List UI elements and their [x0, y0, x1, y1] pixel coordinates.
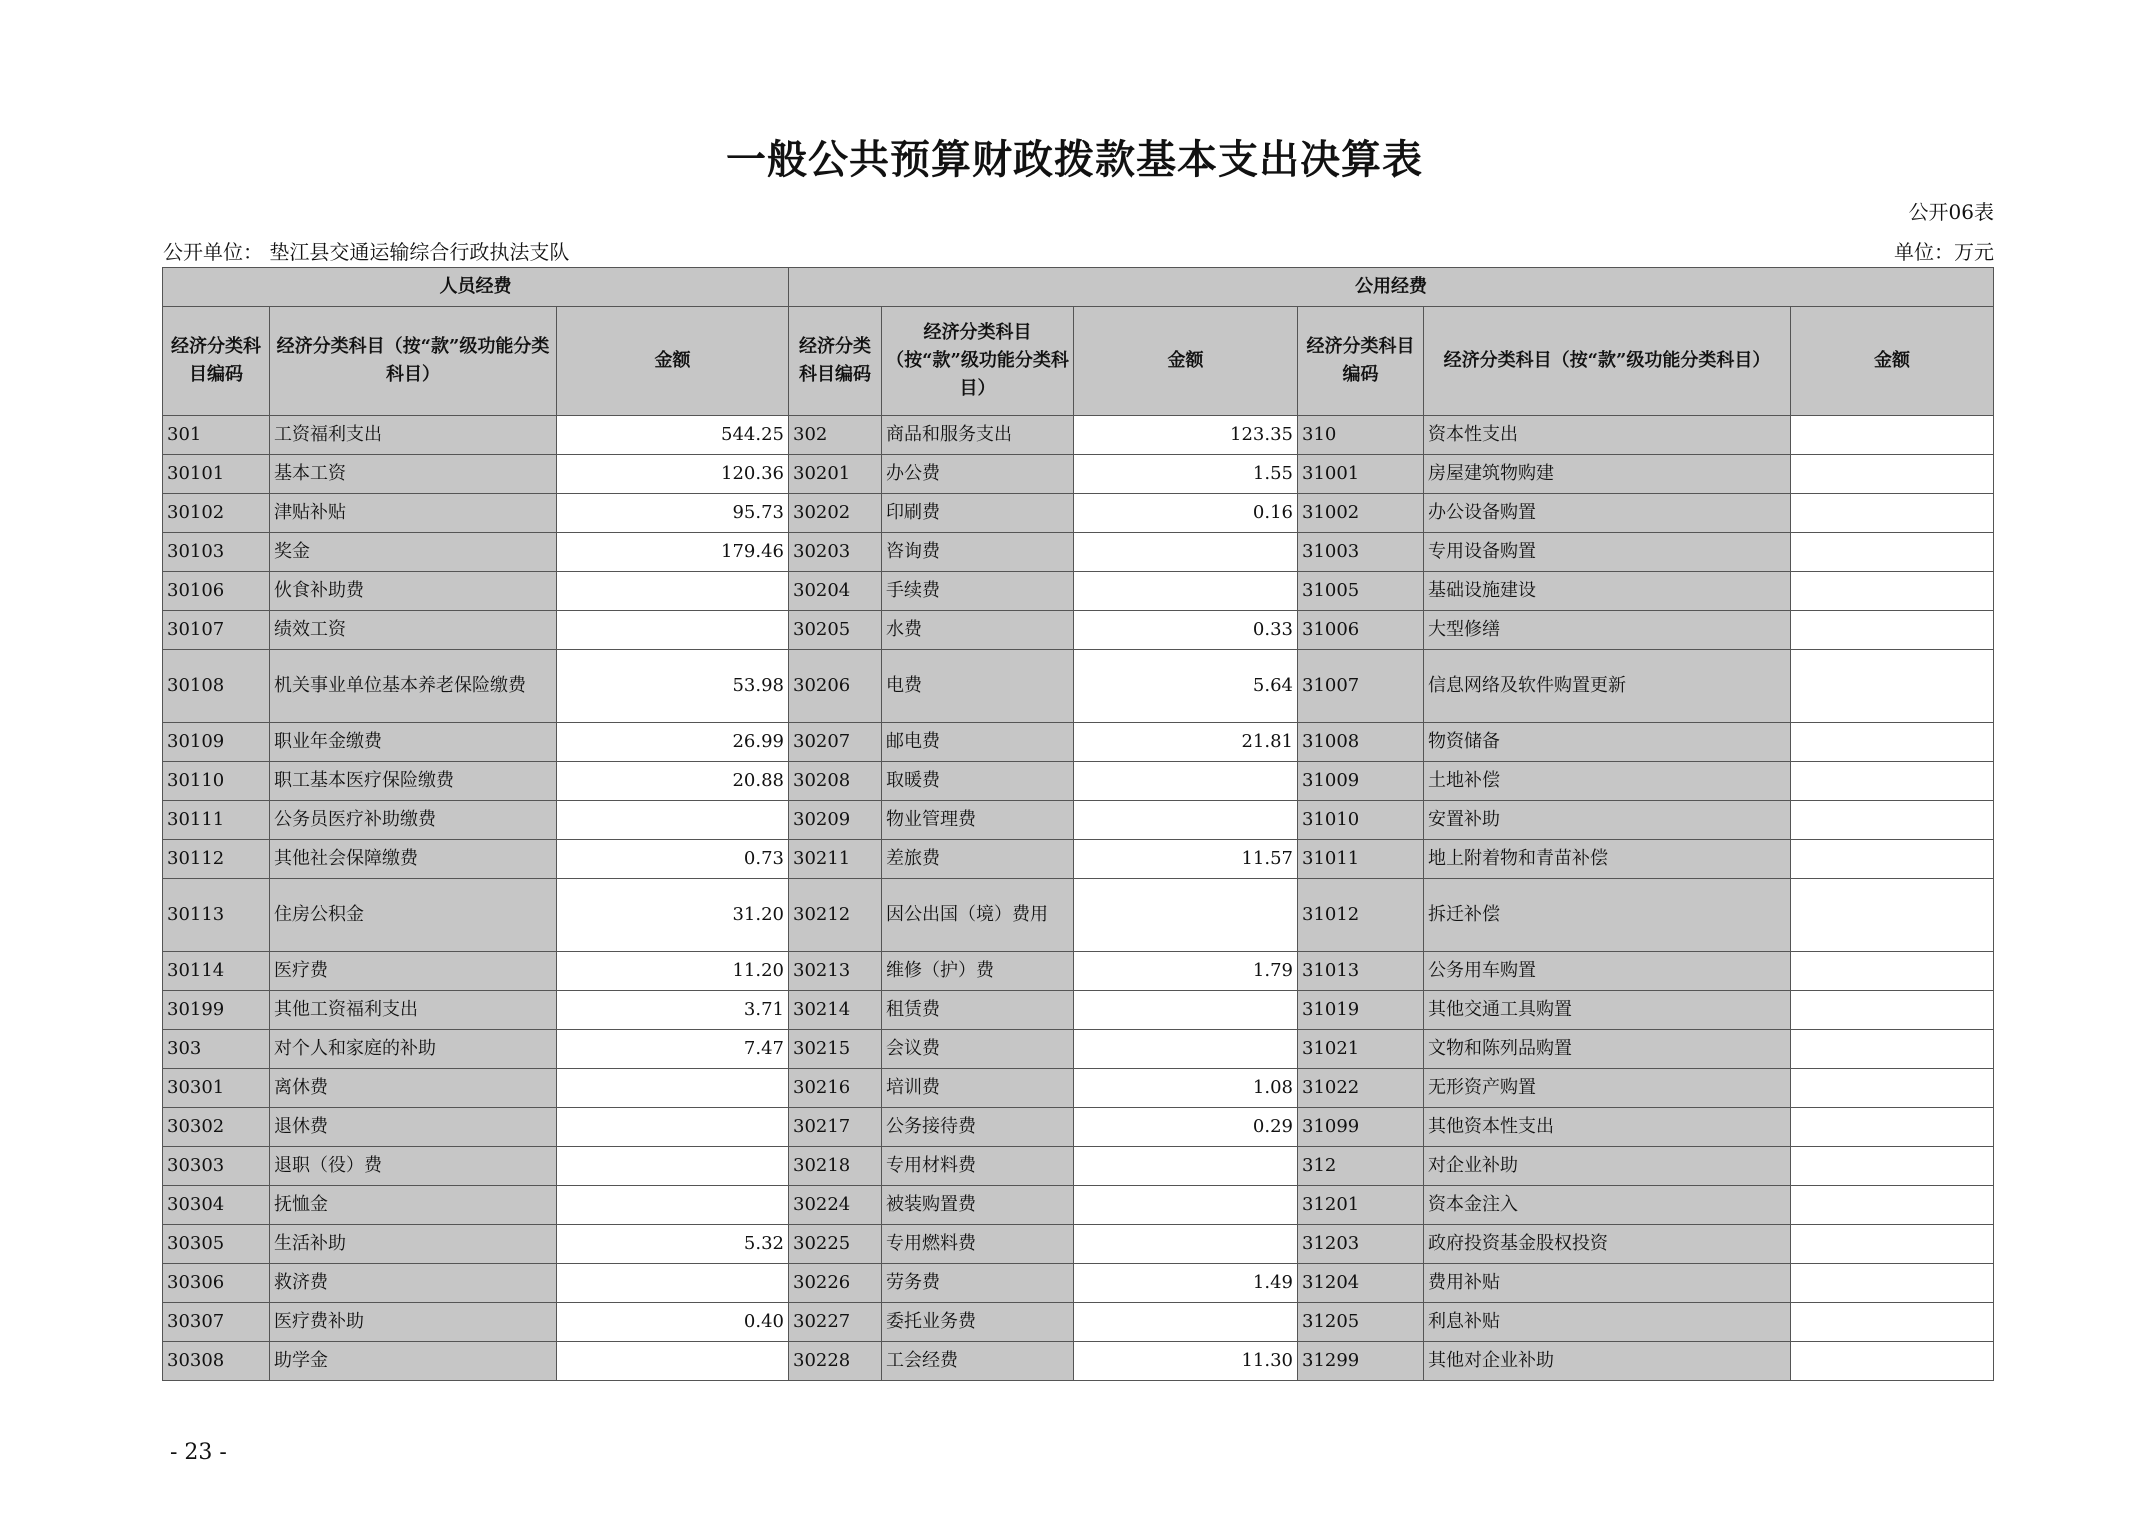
code-cell: 31013: [1298, 952, 1424, 991]
table-row: [163, 723, 1994, 762]
name-cell: 奖金: [270, 533, 557, 572]
name-cell: 基本工资: [270, 455, 557, 494]
page-number: - 23 -: [170, 1440, 227, 1465]
table-row: [163, 494, 1994, 533]
name-cell: 基础设施建设: [1424, 572, 1791, 611]
name-cell: 公务用车购置: [1424, 952, 1791, 991]
name-cell: 其他社会保障缴费: [270, 840, 557, 879]
code-cell: 30201: [789, 455, 882, 494]
code-cell: 30307: [163, 1303, 270, 1342]
code-cell: 30215: [789, 1030, 882, 1069]
name-cell: 安置补助: [1424, 801, 1791, 840]
amount-cell: [557, 1069, 789, 1108]
name-cell: 培训费: [882, 1069, 1074, 1108]
amount-cell: [1791, 611, 1994, 650]
amount-cell: [1791, 416, 1994, 455]
name-cell: 政府投资基金股权投资: [1424, 1225, 1791, 1264]
name-cell: 专用燃料费: [882, 1225, 1074, 1264]
col-code-header: 经济分类科目编码: [1298, 307, 1424, 416]
name-cell: 地上附着物和青苗补偿: [1424, 840, 1791, 879]
amount-cell: [1074, 1030, 1298, 1069]
table-row: [163, 801, 1994, 840]
code-cell: 31009: [1298, 762, 1424, 801]
amount-cell: 0.33: [1074, 611, 1298, 650]
code-cell: 30212: [789, 879, 882, 952]
table-row: [163, 1030, 1994, 1069]
code-cell: 30301: [163, 1069, 270, 1108]
name-cell: 咨询费: [882, 533, 1074, 572]
amount-cell: 179.46: [557, 533, 789, 572]
name-cell: 商品和服务支出: [882, 416, 1074, 455]
code-cell: 31003: [1298, 533, 1424, 572]
name-cell: 退休费: [270, 1108, 557, 1147]
code-cell: 30214: [789, 991, 882, 1030]
name-cell: 对企业补助: [1424, 1147, 1791, 1186]
name-cell: 电费: [882, 650, 1074, 723]
amount-cell: [1791, 1264, 1994, 1303]
table-row: [163, 1069, 1994, 1108]
table-row: [163, 840, 1994, 879]
name-cell: 公务接待费: [882, 1108, 1074, 1147]
code-cell: 30209: [789, 801, 882, 840]
name-cell: 其他资本性支出: [1424, 1108, 1791, 1147]
code-cell: 30103: [163, 533, 270, 572]
col-name-header: 经济分类科目（按“款”级功能分类科目）: [882, 307, 1074, 416]
amount-cell: [1791, 991, 1994, 1030]
name-cell: 印刷费: [882, 494, 1074, 533]
code-cell: 30227: [789, 1303, 882, 1342]
amount-cell: [1791, 1147, 1994, 1186]
amount-cell: 26.99: [557, 723, 789, 762]
name-cell: 离休费: [270, 1069, 557, 1108]
code-cell: 30303: [163, 1147, 270, 1186]
amount-cell: [1791, 1342, 1994, 1381]
amount-cell: [557, 611, 789, 650]
table-row: [163, 1303, 1994, 1342]
code-cell: 31201: [1298, 1186, 1424, 1225]
code-cell: 31011: [1298, 840, 1424, 879]
amount-cell: 0.29: [1074, 1108, 1298, 1147]
code-cell: 30108: [163, 650, 270, 723]
name-cell: 取暖费: [882, 762, 1074, 801]
table-row: [163, 1264, 1994, 1303]
amount-cell: 11.57: [1074, 840, 1298, 879]
name-cell: 无形资产购置: [1424, 1069, 1791, 1108]
code-cell: 30202: [789, 494, 882, 533]
amount-cell: 123.35: [1074, 416, 1298, 455]
table-row: [163, 991, 1994, 1030]
amount-cell: 5.32: [557, 1225, 789, 1264]
col-amount-header: 金额: [1791, 307, 1994, 416]
code-cell: 30112: [163, 840, 270, 879]
table-row: [163, 416, 1994, 455]
amount-cell: [557, 1186, 789, 1225]
code-cell: 30206: [789, 650, 882, 723]
amount-cell: [557, 1108, 789, 1147]
name-cell: 因公出国（境）费用: [882, 879, 1074, 952]
code-cell: 30226: [789, 1264, 882, 1303]
name-cell: 专用材料费: [882, 1147, 1074, 1186]
code-cell: 31022: [1298, 1069, 1424, 1108]
amount-cell: 0.73: [557, 840, 789, 879]
name-cell: 职业年金缴费: [270, 723, 557, 762]
amount-cell: 31.20: [557, 879, 789, 952]
code-cell: 31299: [1298, 1342, 1424, 1381]
name-cell: 其他工资福利支出: [270, 991, 557, 1030]
name-cell: 助学金: [270, 1342, 557, 1381]
amount-cell: 0.40: [557, 1303, 789, 1342]
amount-cell: [1074, 879, 1298, 952]
expenditure-table: [162, 267, 1994, 1381]
amount-cell: [1791, 952, 1994, 991]
table-row: [163, 1225, 1994, 1264]
amount-cell: [1074, 801, 1298, 840]
code-cell: 31203: [1298, 1225, 1424, 1264]
amount-cell: [1074, 1303, 1298, 1342]
col-amount-header: 金额: [557, 307, 789, 416]
amount-cell: [1074, 991, 1298, 1030]
amount-cell: 11.30: [1074, 1342, 1298, 1381]
amount-cell: [1074, 533, 1298, 572]
name-cell: 退职（役）费: [270, 1147, 557, 1186]
name-cell: 专用设备购置: [1424, 533, 1791, 572]
name-cell: 利息补贴: [1424, 1303, 1791, 1342]
name-cell: 办公费: [882, 455, 1074, 494]
name-cell: 手续费: [882, 572, 1074, 611]
code-cell: 30302: [163, 1108, 270, 1147]
name-cell: 水费: [882, 611, 1074, 650]
name-cell: 其他对企业补助: [1424, 1342, 1791, 1381]
amount-cell: [1791, 1108, 1994, 1147]
table-row: [163, 455, 1994, 494]
amount-cell: 1.79: [1074, 952, 1298, 991]
code-cell: 30228: [789, 1342, 882, 1381]
code-cell: 30106: [163, 572, 270, 611]
amount-cell: 544.25: [557, 416, 789, 455]
page-title: 一般公共预算财政拨款基本支出决算表: [726, 136, 1423, 183]
code-cell: 303: [163, 1030, 270, 1069]
amount-cell: [1791, 494, 1994, 533]
table-row: [163, 533, 1994, 572]
code-cell: 30203: [789, 533, 882, 572]
code-cell: 30102: [163, 494, 270, 533]
code-cell: 30305: [163, 1225, 270, 1264]
amount-cell: 21.81: [1074, 723, 1298, 762]
name-cell: 津贴补贴: [270, 494, 557, 533]
name-cell: 抚恤金: [270, 1186, 557, 1225]
name-cell: 机关事业单位基本养老保险缴费: [270, 650, 557, 723]
name-cell: 资本性支出: [1424, 416, 1791, 455]
code-cell: 30199: [163, 991, 270, 1030]
name-cell: 办公设备购置: [1424, 494, 1791, 533]
amount-cell: [1791, 1225, 1994, 1264]
amount-cell: [557, 1147, 789, 1186]
name-cell: 救济费: [270, 1264, 557, 1303]
amount-cell: 120.36: [557, 455, 789, 494]
name-cell: 生活补助: [270, 1225, 557, 1264]
amount-cell: [557, 801, 789, 840]
name-cell: 房屋建筑物购建: [1424, 455, 1791, 494]
name-cell: 拆迁补偿: [1424, 879, 1791, 952]
amount-cell: [1074, 1147, 1298, 1186]
amount-cell: 5.64: [1074, 650, 1298, 723]
code-cell: 31012: [1298, 879, 1424, 952]
amount-cell: [557, 1264, 789, 1303]
name-cell: 信息网络及软件购置更新: [1424, 650, 1791, 723]
reporting-unit: [163, 236, 569, 265]
amount-cell: [1074, 1186, 1298, 1225]
amount-cell: 0.16: [1074, 494, 1298, 533]
amount-cell: [1791, 1303, 1994, 1342]
table-row: [163, 1147, 1994, 1186]
name-cell: 医疗费补助: [270, 1303, 557, 1342]
table-row: [163, 650, 1994, 723]
amount-cell: [1074, 762, 1298, 801]
code-cell: 31205: [1298, 1303, 1424, 1342]
reporting-unit-name: 垫江县交通运输综合行政执法支队: [269, 240, 570, 264]
name-cell: 对个人和家庭的补助: [270, 1030, 557, 1069]
amount-cell: [1791, 650, 1994, 723]
code-cell: 30101: [163, 455, 270, 494]
amount-cell: [557, 572, 789, 611]
code-cell: 31002: [1298, 494, 1424, 533]
code-cell: 30216: [789, 1069, 882, 1108]
code-cell: 30308: [163, 1342, 270, 1381]
table-row: [163, 1186, 1994, 1225]
amount-cell: [1791, 1030, 1994, 1069]
col-code-header: 经济分类科目编码: [163, 307, 270, 416]
table-row: [163, 762, 1994, 801]
name-cell: 大型修缮: [1424, 611, 1791, 650]
code-cell: 30213: [789, 952, 882, 991]
name-cell: 工会经费: [882, 1342, 1074, 1381]
table-row: [163, 611, 1994, 650]
amount-cell: [1791, 533, 1994, 572]
name-cell: 土地补偿: [1424, 762, 1791, 801]
section-personnel-header: 人员经费: [163, 268, 789, 307]
amount-cell: [1074, 1225, 1298, 1264]
amount-cell: 1.55: [1074, 455, 1298, 494]
name-cell: 资本金注入: [1424, 1186, 1791, 1225]
code-cell: 312: [1298, 1147, 1424, 1186]
code-cell: 30114: [163, 952, 270, 991]
name-cell: 工资福利支出: [270, 416, 557, 455]
name-cell: 伙食补助费: [270, 572, 557, 611]
code-cell: 30204: [789, 572, 882, 611]
code-cell: 31007: [1298, 650, 1424, 723]
code-cell: 31001: [1298, 455, 1424, 494]
code-cell: 30211: [789, 840, 882, 879]
amount-cell: 3.71: [557, 991, 789, 1030]
name-cell: 被装购置费: [882, 1186, 1074, 1225]
amount-cell: [1791, 840, 1994, 879]
name-cell: 文物和陈列品购置: [1424, 1030, 1791, 1069]
code-cell: 31008: [1298, 723, 1424, 762]
amount-cell: 53.98: [557, 650, 789, 723]
amount-cell: [1074, 572, 1298, 611]
name-cell: 物资储备: [1424, 723, 1791, 762]
code-cell: 30208: [789, 762, 882, 801]
name-cell: 会议费: [882, 1030, 1074, 1069]
amount-cell: [1791, 801, 1994, 840]
name-cell: 医疗费: [270, 952, 557, 991]
reporting-unit-label: 公开单位：: [163, 240, 263, 264]
code-cell: 302: [789, 416, 882, 455]
code-cell: 31006: [1298, 611, 1424, 650]
col-name-header: 经济分类科目（按“款”级功能分类科目）: [270, 307, 557, 416]
table-row: [163, 1108, 1994, 1147]
amount-cell: [557, 1342, 789, 1381]
code-cell: 30113: [163, 879, 270, 952]
name-cell: 公务员医疗补助缴费: [270, 801, 557, 840]
code-cell: 310: [1298, 416, 1424, 455]
amount-cell: [1791, 1186, 1994, 1225]
code-cell: 30205: [789, 611, 882, 650]
code-cell: 30304: [163, 1186, 270, 1225]
amount-cell: 11.20: [557, 952, 789, 991]
name-cell: 维修（护）费: [882, 952, 1074, 991]
table-row: [163, 572, 1994, 611]
code-cell: 31010: [1298, 801, 1424, 840]
code-cell: 30218: [789, 1147, 882, 1186]
table-row: [163, 1342, 1994, 1381]
col-amount-header: 金额: [1074, 307, 1298, 416]
name-cell: 住房公积金: [270, 879, 557, 952]
table-number: 公开06表: [1908, 200, 1994, 224]
code-cell: 30306: [163, 1264, 270, 1303]
code-cell: 31099: [1298, 1108, 1424, 1147]
name-cell: 邮电费: [882, 723, 1074, 762]
name-cell: 差旅费: [882, 840, 1074, 879]
code-cell: 31021: [1298, 1030, 1424, 1069]
name-cell: 劳务费: [882, 1264, 1074, 1303]
code-cell: 30224: [789, 1186, 882, 1225]
amount-cell: [1791, 723, 1994, 762]
table-row: [163, 879, 1994, 952]
code-cell: 30111: [163, 801, 270, 840]
name-cell: 其他交通工具购置: [1424, 991, 1791, 1030]
code-cell: 31204: [1298, 1264, 1424, 1303]
name-cell: 物业管理费: [882, 801, 1074, 840]
amount-cell: [1791, 762, 1994, 801]
amount-cell: [1791, 455, 1994, 494]
amount-cell: 1.49: [1074, 1264, 1298, 1303]
code-cell: 30107: [163, 611, 270, 650]
col-name-header: 经济分类科目（按“款”级功能分类科目）: [1424, 307, 1791, 416]
code-cell: 30225: [789, 1225, 882, 1264]
amount-cell: [1791, 572, 1994, 611]
currency-unit: 单位：万元: [1894, 240, 1994, 264]
amount-cell: 1.08: [1074, 1069, 1298, 1108]
code-cell: 31019: [1298, 991, 1424, 1030]
code-cell: 30109: [163, 723, 270, 762]
amount-cell: [1791, 879, 1994, 952]
name-cell: 职工基本医疗保险缴费: [270, 762, 557, 801]
amount-cell: 20.88: [557, 762, 789, 801]
name-cell: 委托业务费: [882, 1303, 1074, 1342]
code-cell: 30217: [789, 1108, 882, 1147]
code-cell: 301: [163, 416, 270, 455]
col-code-header: 经济分类科目编码: [789, 307, 882, 416]
name-cell: 绩效工资: [270, 611, 557, 650]
amount-cell: 7.47: [557, 1030, 789, 1069]
code-cell: 30207: [789, 723, 882, 762]
code-cell: 30110: [163, 762, 270, 801]
amount-cell: 95.73: [557, 494, 789, 533]
section-public-header: 公用经费: [789, 268, 1994, 307]
table-row: [163, 952, 1994, 991]
amount-cell: [1791, 1069, 1994, 1108]
name-cell: 租赁费: [882, 991, 1074, 1030]
name-cell: 费用补贴: [1424, 1264, 1791, 1303]
code-cell: 31005: [1298, 572, 1424, 611]
